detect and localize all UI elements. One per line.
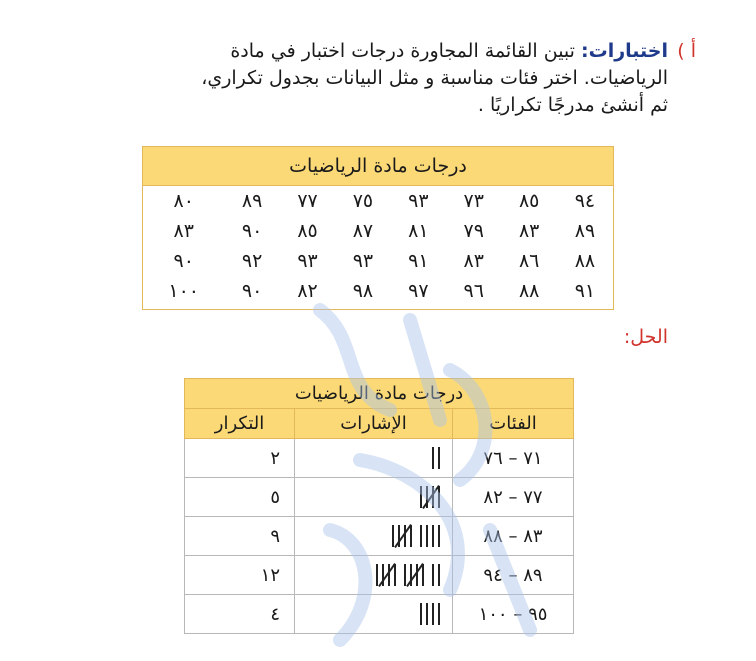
- score-cell: ١٠٠: [143, 276, 225, 310]
- tally-stick: [422, 564, 424, 586]
- tally-stick: [420, 486, 422, 508]
- problem-marker: أ ): [677, 40, 696, 62]
- tally-group: [432, 447, 440, 469]
- problem-text-1: تبين القائمة المجاورة درجات اختبار في مادة: [230, 40, 581, 62]
- solution-label: الحل:: [623, 326, 668, 348]
- class-cell: ٧٧ – ٨٢: [453, 478, 574, 517]
- tally-stick: [420, 525, 422, 547]
- score-cell: ٧٣: [446, 186, 501, 217]
- score-cell: ٨٣: [143, 216, 225, 246]
- class-cell: ٨٩ – ٩٤: [453, 556, 574, 595]
- score-cell: ٧٩: [446, 216, 501, 246]
- tally-marks: [376, 563, 440, 587]
- score-cell: ٩٣: [391, 186, 446, 217]
- tally-group: [404, 564, 424, 586]
- tally-cell: [295, 478, 453, 517]
- tally-cell: [295, 595, 453, 634]
- score-cell: ٧٥: [335, 186, 390, 217]
- class-cell: ٧١ – ٧٦: [453, 439, 574, 478]
- tally-cell: [295, 556, 453, 595]
- frequency-row: [185, 439, 574, 478]
- frequency-row: [185, 556, 574, 595]
- frequency-cell: ٢: [185, 439, 295, 478]
- frequency-table-body: [185, 439, 574, 634]
- tally-stick: [438, 603, 440, 625]
- tally-stick: [432, 564, 434, 586]
- problem-line-1: [108, 38, 668, 65]
- problem-statement: [108, 38, 696, 119]
- tally-cell: [295, 439, 453, 478]
- tally-stick: [410, 525, 412, 547]
- score-cell: ٧٧: [280, 186, 335, 217]
- score-cell: ٩٢: [224, 246, 279, 276]
- frequency-row: [185, 517, 574, 556]
- tally-cell: [295, 517, 453, 556]
- scores-row: [143, 216, 614, 246]
- score-cell: ٨١: [391, 216, 446, 246]
- score-cell: ٩١: [557, 276, 614, 310]
- tally-marks: [420, 602, 440, 626]
- score-cell: ٨٠: [143, 186, 225, 217]
- tally-stick: [392, 525, 394, 547]
- frequency-cell: ٩: [185, 517, 295, 556]
- score-cell: ٩٠: [143, 246, 225, 276]
- scores-row: [143, 246, 614, 276]
- score-cell: ٨٥: [501, 186, 556, 217]
- score-cell: ٨٦: [501, 246, 556, 276]
- score-cell: ٩١: [391, 246, 446, 276]
- tally-group: [420, 486, 440, 508]
- tally-stick: [432, 447, 434, 469]
- scores-table-body: [143, 186, 614, 310]
- tally-group: [432, 564, 440, 586]
- scores-row: [143, 276, 614, 310]
- tally-stick: [438, 486, 440, 508]
- score-cell: ٨٩: [224, 186, 279, 217]
- tally-group: [392, 525, 412, 547]
- tally-stick: [394, 564, 396, 586]
- problem-line-3: ثم أنشئ مدرجًا تكراريًا .: [477, 94, 668, 116]
- class-cell: ٨٣ – ٨٨: [453, 517, 574, 556]
- tally-marks: [392, 524, 440, 548]
- frequency-cell: ٥: [185, 478, 295, 517]
- score-cell: ٩٤: [557, 186, 614, 217]
- score-cell: ٩٠: [224, 276, 279, 310]
- score-cell: ٩٨: [335, 276, 390, 310]
- problem-label: اختبارات:: [581, 40, 668, 62]
- scores-row: [143, 186, 614, 217]
- tally-group: [376, 564, 396, 586]
- tally-marks: [420, 485, 440, 509]
- tally-stick: [432, 525, 434, 547]
- frequency-table-title: درجات مادة الرياضيات: [185, 379, 574, 409]
- score-cell: ٨٧: [335, 216, 390, 246]
- score-cell: ٩٣: [335, 246, 390, 276]
- tally-stick: [376, 564, 378, 586]
- tally-stick: [404, 564, 406, 586]
- score-cell: ٨٢: [280, 276, 335, 310]
- tally-stick: [438, 447, 440, 469]
- frequency-cell: ٤: [185, 595, 295, 634]
- frequency-table: [184, 378, 574, 634]
- score-cell: ٩٣: [280, 246, 335, 276]
- tally-stick: [438, 525, 440, 547]
- frequency-row: [185, 478, 574, 517]
- tally-marks: [432, 446, 440, 470]
- class-cell: ٩٥ – ١٠٠: [453, 595, 574, 634]
- frequency-row: [185, 595, 574, 634]
- tally-stick: [426, 525, 428, 547]
- tally-group: [420, 603, 440, 625]
- score-cell: ٨٨: [557, 246, 614, 276]
- scores-table-title: درجات مادة الرياضيات: [143, 147, 614, 186]
- score-cell: ٨٨: [501, 276, 556, 310]
- problem-line-2: الرياضيات. اختر فئات مناسبة و مثل البيانات بجدول تكراري،: [201, 67, 668, 89]
- score-cell: ٩٦: [446, 276, 501, 310]
- score-cell: ٩٠: [224, 216, 279, 246]
- scores-table: [142, 146, 614, 310]
- header-frequency: التكرار: [185, 409, 295, 439]
- tally-stick: [438, 564, 440, 586]
- score-cell: ٨٩: [557, 216, 614, 246]
- tally-group: [420, 525, 440, 547]
- tally-stick: [420, 603, 422, 625]
- score-cell: ٨٣: [446, 246, 501, 276]
- score-cell: ٨٥: [280, 216, 335, 246]
- tally-stick: [426, 603, 428, 625]
- tally-stick: [432, 603, 434, 625]
- header-classes: الفئات: [453, 409, 574, 439]
- score-cell: ٨٣: [501, 216, 556, 246]
- score-cell: ٩٧: [391, 276, 446, 310]
- header-tallies: الإشارات: [295, 409, 453, 439]
- frequency-cell: ١٢: [185, 556, 295, 595]
